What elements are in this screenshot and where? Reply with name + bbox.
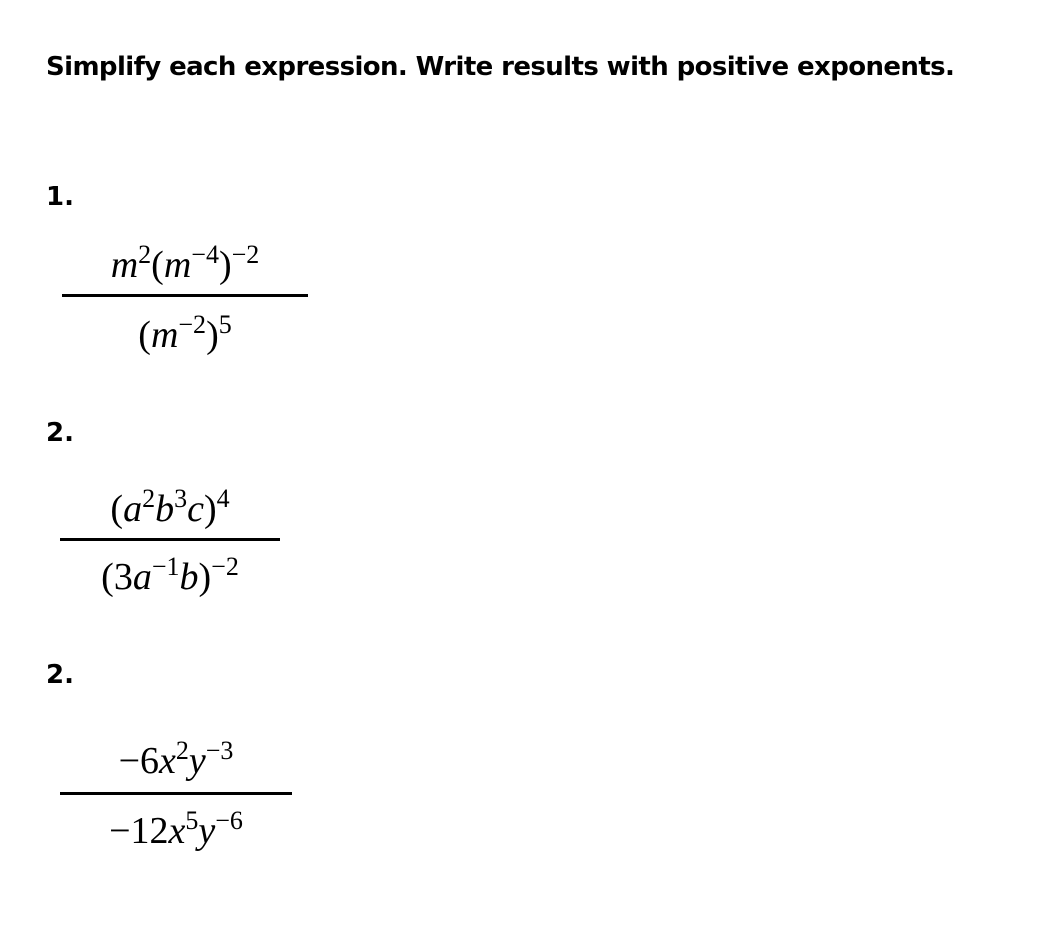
math-text: )	[218, 244, 232, 286]
math-text: (	[138, 314, 151, 356]
exponent: −2	[178, 310, 207, 339]
variable: m	[163, 244, 192, 286]
problem-2-number: 2.	[46, 418, 74, 448]
problem-1-denominator	[62, 310, 308, 356]
exponent: 3	[174, 484, 188, 513]
math-text: )	[206, 314, 219, 356]
problem-3-fraction-bar	[60, 792, 292, 795]
exponent: 2	[142, 484, 156, 513]
math-text: )	[198, 556, 212, 598]
variable: y	[188, 740, 206, 782]
problem-3-fraction	[60, 730, 292, 850]
variable: a	[132, 556, 152, 598]
problem-1-number: 1.	[46, 182, 74, 212]
variable: c	[187, 488, 204, 530]
exponent: −6	[215, 806, 243, 835]
variable: m	[110, 244, 139, 286]
exponent: 4	[216, 484, 230, 513]
math-text: (	[151, 244, 164, 286]
exponent: 2	[175, 736, 189, 765]
math-text: −12	[109, 810, 169, 852]
problem-1-fraction-bar	[62, 294, 308, 297]
exponent: 5	[185, 806, 199, 835]
math-text: −6	[118, 740, 159, 782]
math-text: (	[110, 488, 124, 530]
variable: a	[123, 488, 143, 530]
exponent: −2	[211, 552, 239, 581]
variable: y	[198, 810, 216, 852]
problem-1-fraction	[62, 236, 308, 356]
variable: b	[179, 556, 199, 598]
problem-1-numerator	[62, 240, 308, 286]
instructions: Simplify each expression. Write results with positive exponents.	[46, 52, 955, 82]
exponent: −4	[191, 240, 219, 269]
exponent: 5	[218, 310, 232, 339]
problem-3-number: 2.	[46, 660, 74, 690]
exponent: 2	[138, 240, 152, 269]
problem-2-fraction	[60, 482, 280, 602]
math-text: )	[203, 488, 217, 530]
problem-2-fraction-bar	[60, 538, 280, 541]
problem-2-numerator	[60, 484, 280, 530]
variable: x	[168, 810, 186, 852]
math-text: (3	[101, 556, 133, 598]
variable: m	[150, 314, 179, 356]
problem-2-denominator	[60, 552, 280, 598]
variable: x	[159, 740, 176, 782]
exponent: −3	[205, 736, 234, 765]
problem-3-numerator	[60, 736, 292, 782]
exponent: −1	[151, 552, 180, 581]
variable: b	[155, 488, 175, 530]
exponent: −2	[231, 240, 260, 269]
problem-3-denominator	[60, 806, 292, 852]
